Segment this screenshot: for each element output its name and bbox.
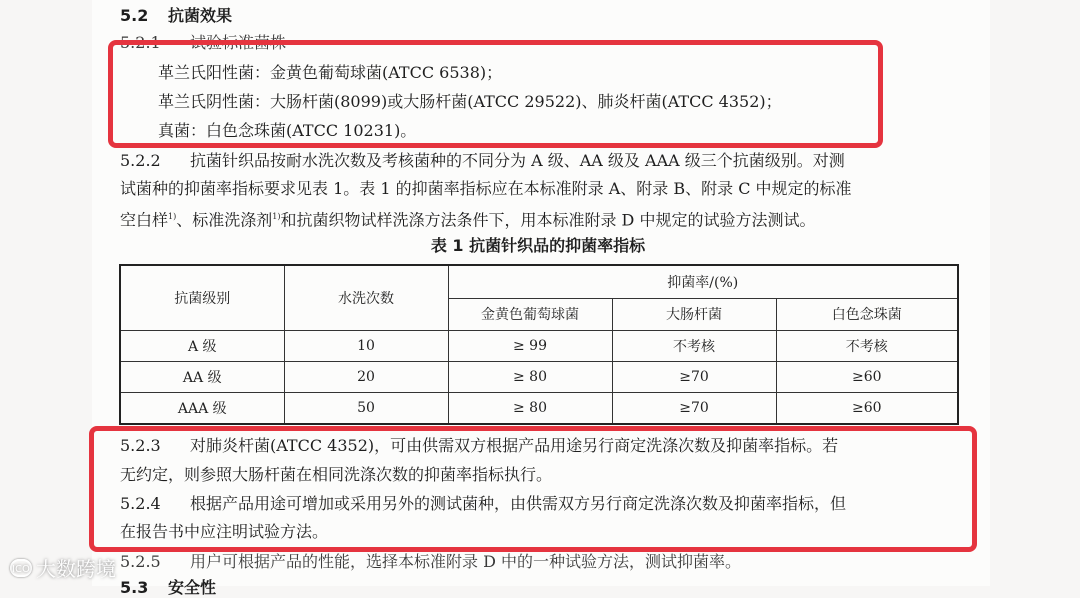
clause-5-2-2-line-1: 5.2.2 抗菌针织品按耐水洗次数及考核菌种的不同分为 A 级、AA 级及 AAA 级三个抗菌级别。对测 xyxy=(120,151,845,170)
section-heading xyxy=(120,6,232,26)
cell-level: A 级 xyxy=(120,331,284,362)
footnote-ref: 1) xyxy=(272,212,281,221)
clause-5-2-1-title: 5.2.1 试验标准菌株 xyxy=(120,33,287,52)
table-caption: 表 1 抗菌针织品的抑菌率指标 xyxy=(430,236,646,255)
col-header-rate: 抑菌率/(%) xyxy=(448,265,958,298)
strain-line-gram-positive: 革兰氏阳性菌：金黄色葡萄球菌(ATCC 6538)； xyxy=(158,63,503,82)
watermark-text: 大数跨境 xyxy=(36,557,116,581)
cell-staph: ≥ 99 xyxy=(448,331,612,362)
cell-level: AA 级 xyxy=(120,362,284,393)
section-title: 抗菌效果 xyxy=(168,6,233,25)
table-row xyxy=(120,362,958,393)
cell-level: AAA 级 xyxy=(120,393,284,425)
clause-5-2-5-line-1: 5.2.5 用户可根据产品的性能，选择本标准附录 D 中的一种试验方法，测试抑菌率。 xyxy=(120,552,742,571)
cell-ecoli: 不考核 xyxy=(612,331,776,362)
section-heading-5-3: 5.3 安全性 xyxy=(120,578,217,597)
cell-ecoli: ≥70 xyxy=(612,393,776,425)
cell-wash: 20 xyxy=(284,362,448,393)
clause-5-2-3-line-1: 5.2.3 对肺炎杆菌(ATCC 4352)，可由供需双方根据产品用途另行商定洗涤次数及抑菌率指标。若 xyxy=(120,436,839,455)
col-header-level: 抗菌级别 xyxy=(120,265,284,331)
clause-5-2-3-line-2: 无约定，则参照大肠杆菌在相同洗涤次数的抑菌率指标执行。 xyxy=(120,465,553,484)
table-header-row xyxy=(120,265,958,298)
cell-staph: ≥ 80 xyxy=(448,393,612,425)
watermark xyxy=(10,553,116,582)
clause-5-2-2-line-3: 空白样$^{1)}$、标准洗涤剂$^{1)}$和抗菌织物试样洗涤方法条件下，用本标准附录 D 中规定的试验方法测试。 xyxy=(120,210,816,230)
table-row xyxy=(120,393,958,425)
cell-candida: 不考核 xyxy=(776,331,958,362)
cell-wash: 10 xyxy=(284,331,448,362)
cell-staph: ≥ 80 xyxy=(448,362,612,393)
antibacterial-rate-table xyxy=(119,264,959,425)
strain-line-fungus: 真菌：白色念珠菌(ATCC 10231)。 xyxy=(158,121,417,140)
subcol-candida: 白色念珠菌 xyxy=(776,298,958,331)
clause-5-2-4-line-1: 5.2.4 根据产品用途可增加或采用另外的测试菌种，由供需双方另行商定洗涤次数及抑菌率指标，但 xyxy=(120,494,847,513)
subcol-staph: 金黄色葡萄球菌 xyxy=(448,298,612,331)
clause-5-2-2-line-2: 试菌种的抑菌率指标要求见表 1。表 1 的抑菌率指标应在本标准附录 A、附录 B、附录 C 中规定的标准 xyxy=(120,179,852,198)
cell-candida: ≥60 xyxy=(776,362,958,393)
watermark-logo-icon: ICO xyxy=(10,559,32,577)
strain-line-gram-negative: 革兰氏阴性菌：大肠杆菌(8099)或大肠杆菌(ATCC 29522)、肺炎杆菌(ATCC 4352)； xyxy=(158,92,782,111)
cell-ecoli: ≥70 xyxy=(612,362,776,393)
section-number: 5.2 xyxy=(120,6,149,25)
footnote-ref: 1) xyxy=(168,212,177,221)
cell-wash: 50 xyxy=(284,393,448,425)
cell-candida: ≥60 xyxy=(776,393,958,425)
col-header-wash: 水洗次数 xyxy=(284,265,448,331)
table-row xyxy=(120,331,958,362)
clause-5-2-4-line-2: 在报告书中应注明试验方法。 xyxy=(120,522,329,541)
subcol-ecoli: 大肠杆菌 xyxy=(612,298,776,331)
